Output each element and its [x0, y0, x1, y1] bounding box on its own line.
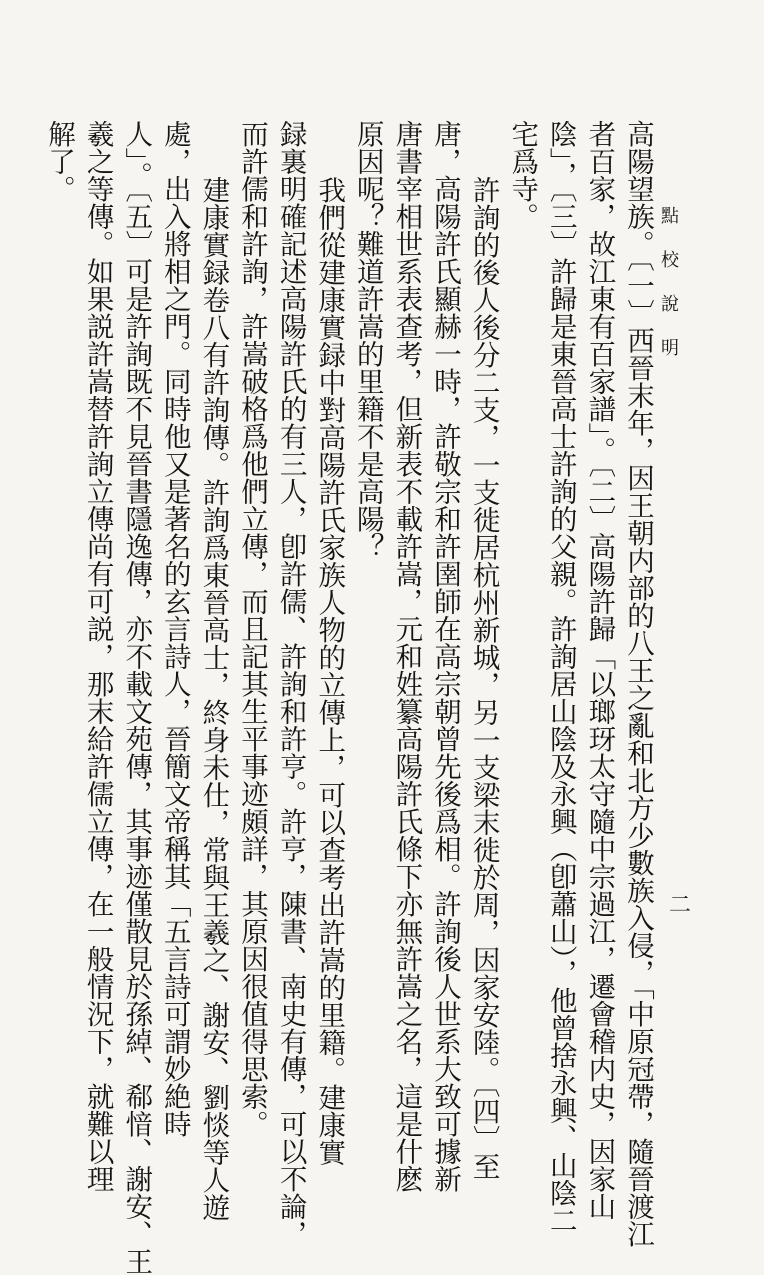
text-column: 録裏明確記述高陽許氏的有三人，卽許儒、許詢和許亨。許亨，陳書、南史有傳，可以不論， [274, 120, 307, 1248]
page-number: 二 [668, 893, 691, 918]
text-column: 解了。 [43, 120, 75, 203]
text-column: 羲之等傳。如果説許嵩替許詢立傳尚有可説，那末給許儒立傳，在一般情況下，就難以理 [81, 120, 114, 1193]
header-char: 明 [661, 338, 679, 359]
header-char: 說 [661, 294, 679, 315]
text-column: 我們從建康實録中對高陽許氏家族人物的立傳上，可以查考出許嵩的里籍。建康實 [313, 176, 346, 1166]
text-column: 處，出入將相之門。同時他又是著名的玄言詩人，晉簡文帝稱其「五言詩可謂妙絶時 [158, 120, 191, 1138]
text-column: 者百家，故江東有百家譜」。〔二〕高陽許歸「以瑯玡太守隨中宗過江，遷會稽内史，因家山 [583, 120, 616, 1220]
text-column: 陰」，〔三〕許歸是東晉高士許詢的父親。許詢居山陰及永興（卽蕭山），他曾捨永興、山陰二 [544, 120, 577, 1234]
text-column: 高陽望族。〔一〕西晉末年，因王朝内部的八王之亂和北方少數族入侵，「中原冠帶，隨晉渡江 [622, 120, 654, 1248]
running-header [650, 205, 690, 381]
text-column: 建康實録卷八有許詢傳。許詢爲東晉高士，終身未仕，常與王羲之、謝安、劉惔等人遊 [197, 176, 230, 1221]
text-column: 人」。〔五〕可是許詢既不見晉書隱逸傳，亦不載文苑傳，其事迹僅散見於孫綽、郗愔、謝安、王 [120, 120, 153, 1275]
text-column: 許詢的後人後分二支，一支徙居杭州新城，另一支梁末徙於周，因家安陸。〔四〕至 [467, 176, 500, 1180]
text-column: 原因呢？難道許嵩的里籍不是高陽？ [351, 120, 384, 560]
text-column: 宅爲寺。 [506, 120, 539, 230]
text-column: 而許儒和許詢，許嵩破格爲他們立傳，而且記其生平事迹頗詳，其原因很值得思索。 [236, 120, 268, 1138]
text-column: 唐，高陽許氏顯赫一時，許敬宗和許圉師在高宗朝曾先後爲相。許詢後人世系大致可據新 [429, 120, 461, 1193]
header-char: 點 [661, 206, 679, 227]
text-column: 唐書宰相世系表查考，但新表不載許嵩，元和姓纂高陽許氏條下亦無許嵩之名，這是什麽 [390, 120, 423, 1193]
header-char: 校 [661, 250, 679, 271]
